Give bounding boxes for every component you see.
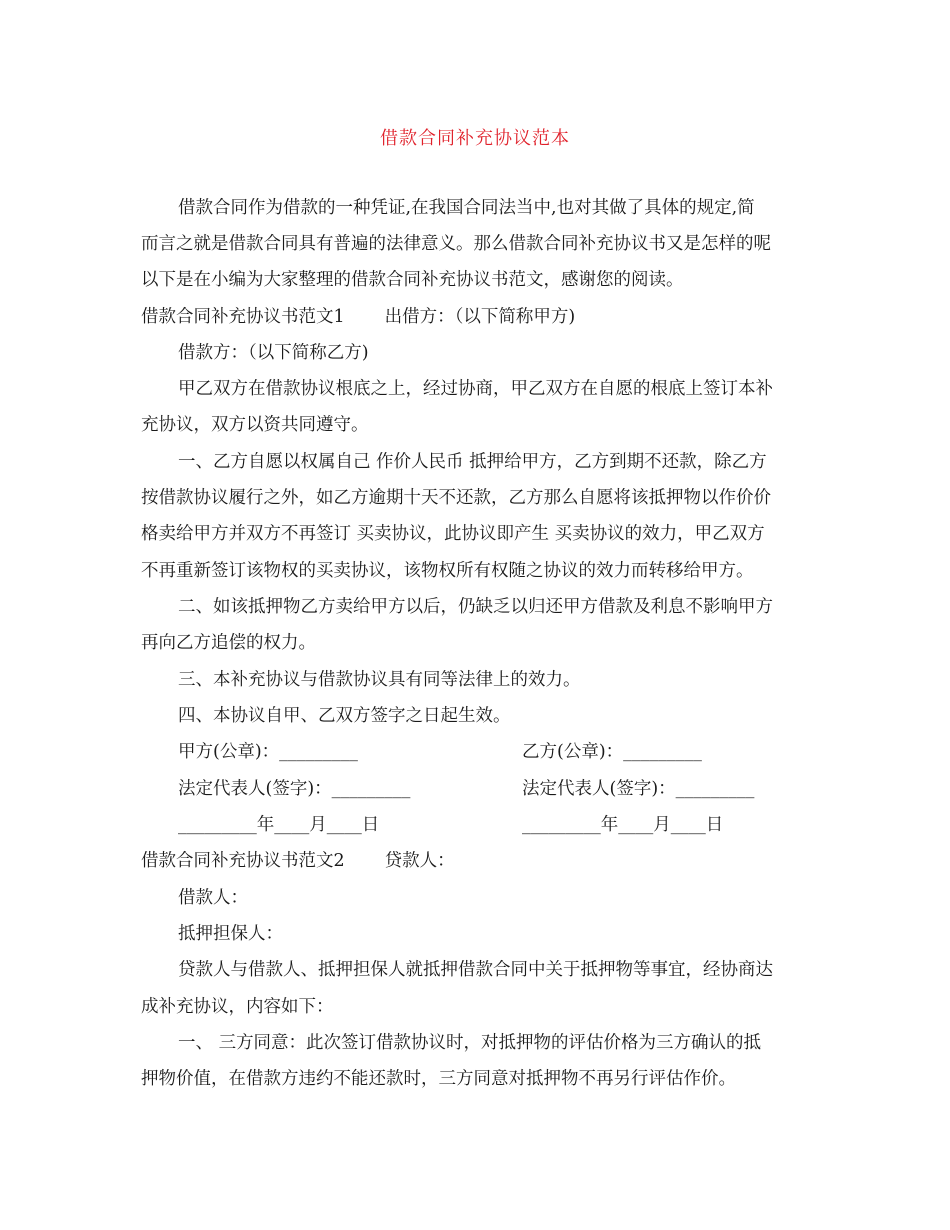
sample2-borrower: 借款人： xyxy=(178,888,248,908)
party-b-seal: 乙方(公章)：_________ xyxy=(522,742,702,762)
sample2-clause1-line: 押物价值，在借款方违约不能还款时，三方同意对抵押物不再另行评估作价。 xyxy=(141,1069,736,1089)
sample1-clause4: 四、本协议自甲、乙双方签字之日起生效。 xyxy=(178,706,511,726)
sample2-lender: 贷款人： xyxy=(384,851,455,871)
sample1-clause1-line: 按借款协议履行之外，如乙方逾期十天不还款，乙方那么自愿将该抵押物以作价价 xyxy=(141,488,771,508)
intro-line: 借款合同作为借款的一种凭证,在我国合同法当中,也对其做了具体的规定,简 xyxy=(178,198,755,218)
sample1-preamble-line: 充协议，双方以资共同遵守。 xyxy=(141,415,369,435)
sample1-preamble-line: 甲乙双方在借款协议根底之上，经过协商，甲乙双方在自愿的根底上签订本补 xyxy=(178,379,773,399)
sample1-lender: 出借方：（以下简称甲方) xyxy=(384,307,576,327)
sample1-clause3: 三、本补充协议与借款协议具有同等法律上的效力。 xyxy=(178,670,581,690)
sample1-borrower: 借款方：（以下简称乙方) xyxy=(178,343,369,363)
sample2-preamble-line: 贷款人与借款人、抵押担保人就抵押借款合同中关于抵押物等事宜，经协商达 xyxy=(178,960,773,980)
intro-line: 以下是在小编为大家整理的借款合同补充协议书范文，感谢您的阅读。 xyxy=(141,270,684,290)
sample1-heading-line xyxy=(141,305,575,329)
sample2-heading-line xyxy=(141,849,455,873)
sample1-clause1-line: 格卖给甲方并双方不再签订 买卖协议，此协议即产生 买卖协议的效力，甲乙双方 xyxy=(141,524,765,544)
sample1-heading: 借款合同补充协议书范文1 xyxy=(141,307,345,327)
sample2-guarantor: 抵押担保人： xyxy=(178,924,283,944)
intro-line: 而言之就是借款合同具有普遍的法律意义。那么借款合同补充协议书又是怎样的呢 xyxy=(141,234,771,254)
document-title: 借款合同补充协议范本 xyxy=(380,128,570,149)
party-a-representative: 法定代表人(签字)：_________ xyxy=(178,779,411,799)
sample1-clause1-line: 不再重新签订该物权的买卖协议，该物权所有权随之协议的效力而转移给甲方。 xyxy=(141,561,754,581)
sample2-clause1-line: 一、 三方同意：此次签订借款协议时，对抵押物的评估价格为三方确认的抵 xyxy=(178,1033,762,1053)
party-a-seal: 甲方(公章)：_________ xyxy=(178,742,358,762)
sample2-preamble-line: 成补充协议，内容如下： xyxy=(141,997,334,1017)
sample1-clause2-line: 再向乙方追偿的权力。 xyxy=(141,633,316,653)
sample1-clause1-line: 一、乙方自愿以权属自己 作价人民币 抵押给甲方，乙方到期不还款，除乙方 xyxy=(178,452,767,472)
party-a-date: _________年____月____日 xyxy=(178,815,380,835)
party-b-representative: 法定代表人(签字)：_________ xyxy=(522,779,755,799)
sample2-heading: 借款合同补充协议书范文2 xyxy=(141,851,345,871)
party-b-date: _________年____月____日 xyxy=(522,815,724,835)
sample1-clause2-line: 二、如该抵押物乙方卖给甲方以后，仍缺乏以归还甲方借款及利息不影响甲方 xyxy=(178,597,773,617)
